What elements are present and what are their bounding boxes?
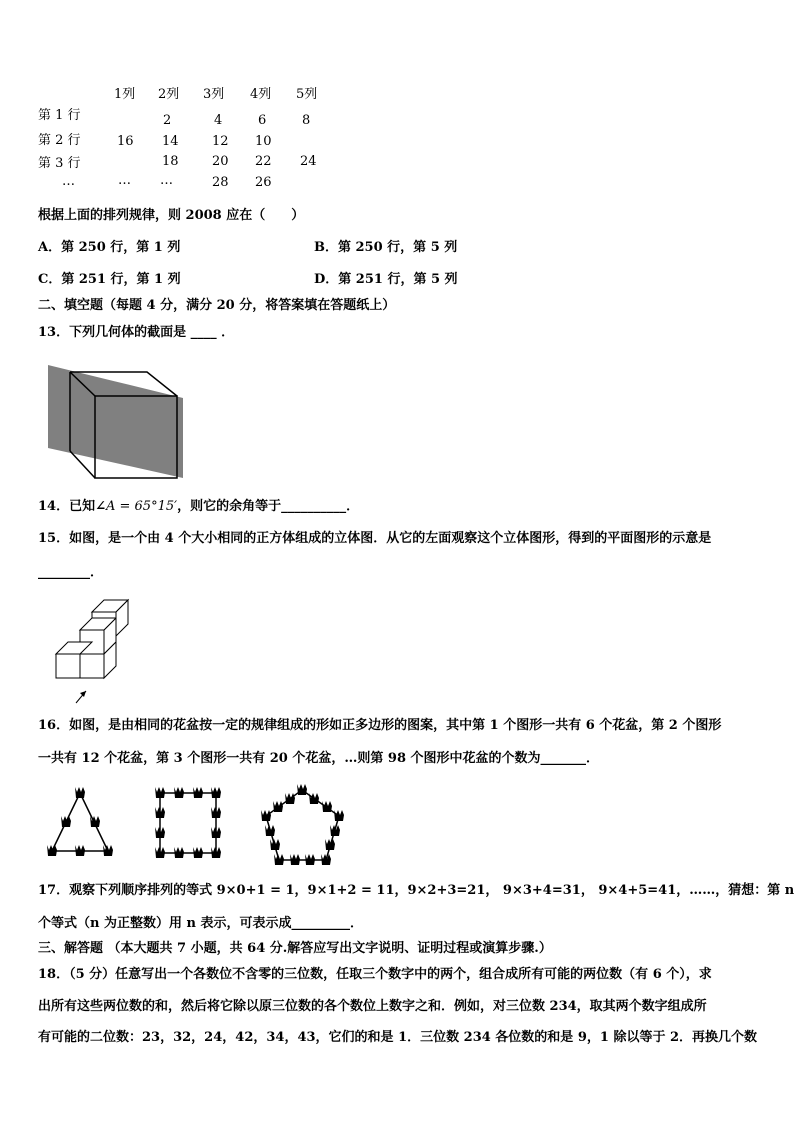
table-cell: 26 [255,175,272,190]
question-16-line1: 16．如图，是由相同的花盆按一定的规律组成的形如正多边形的图案，其中第 1 个图形一共有 6 个花盆，第 2 个图形 [38,718,722,733]
option-d: D．第 251 行，第 5 列 [314,272,458,287]
row-label: 第 1 行 [38,108,81,123]
question-15-line1: 15．如图，是一个由 4 个大小相同的正方体组成的立体图．从它的左面观察这个立体图形，得到的平面图形的示意是 [38,531,712,546]
table-cell: 4 [214,113,223,128]
question-17-line1: 17．观察下列顺序排列的等式 9×0+1 = 1，9×1+2 = 11，9×2+3=21， 9×3+4=31， 9×4+5=41，……，猜想：第 n [38,883,794,898]
row-label: … [62,174,75,189]
col-header: 2列 [158,87,180,102]
table-cell: 24 [300,154,317,169]
pattern-pentagon [261,784,344,865]
option-c: C．第 251 行，第 1 列 [38,272,181,287]
section-3-heading: 三、解答题 （本大题共 7 小题，共 64 分.解答应写出文字说明、证明过程或演算步骤.） [38,941,552,956]
table-cell: … [160,173,173,188]
table-cell: 18 [162,154,179,169]
angle-value: A = 65°15′ [105,499,178,514]
col-header: 3列 [203,87,225,102]
table-cell: 10 [255,134,272,149]
col-header: 4列 [250,87,272,102]
table-cell: 28 [212,175,229,190]
question-13: 13．下列几何体的截面是 ____ ． [38,325,235,340]
table-cell: 20 [212,154,229,169]
question-16-line2: 一共有 12 个花盆，第 3 个图形一共有 20 个花盆，…则第 98 个图形中花盆的个数为_______． [38,751,600,766]
option-a: A．第 250 行，第 1 列 [38,240,181,255]
table-cell: 2 [163,113,172,128]
question-12-stem: 根据上面的排列规律，则 2008 应在（ ） [38,208,305,223]
row-label: 第 3 行 [38,156,81,171]
table-cell: 22 [255,154,272,169]
pattern-square [155,787,221,858]
question-18-line2: 出所有这些两位数的和，然后将它除以原三位数的各个数位上数字之和．例如，对三位数 234，取其两个数字组成所 [38,999,707,1014]
question-18-line3: 有可能的二位数：23，32，24，42，34，43，它们的和是 1．三位数 234 各位数的和是 9，1 除以等于 2．再换几个数 [38,1030,758,1045]
question-15-line2: ________． [38,565,104,580]
table-cell: 8 [302,113,311,128]
option-b: B．第 250 行，第 5 列 [314,240,458,255]
col-header: 5列 [296,87,318,102]
row-label: 第 2 行 [38,133,81,148]
question-18-line1: 18．（5 分）任意写出一个各数位不含零的三位数，任取三个数字中的两个，组合成所有可能的两位数（有 6 个），求 [38,967,712,982]
col-header: 1列 [114,87,136,102]
table-cell: 6 [258,113,267,128]
question-17-line2: 个等式（n 为正整数）用 n 表示，可表示成_________． [38,916,363,931]
pattern-triangle [47,787,113,856]
table-cell: 16 [117,134,134,149]
table-cell: 12 [212,134,229,149]
table-cell: … [118,173,131,188]
table-cell: 14 [162,134,179,149]
section-2-heading: 二、填空题（每题 4 分，满分 20 分，将答案填在答题纸上） [38,298,396,313]
question-14: 14．已知∠A = 65°15′，则它的余角等于__________． [38,499,360,514]
